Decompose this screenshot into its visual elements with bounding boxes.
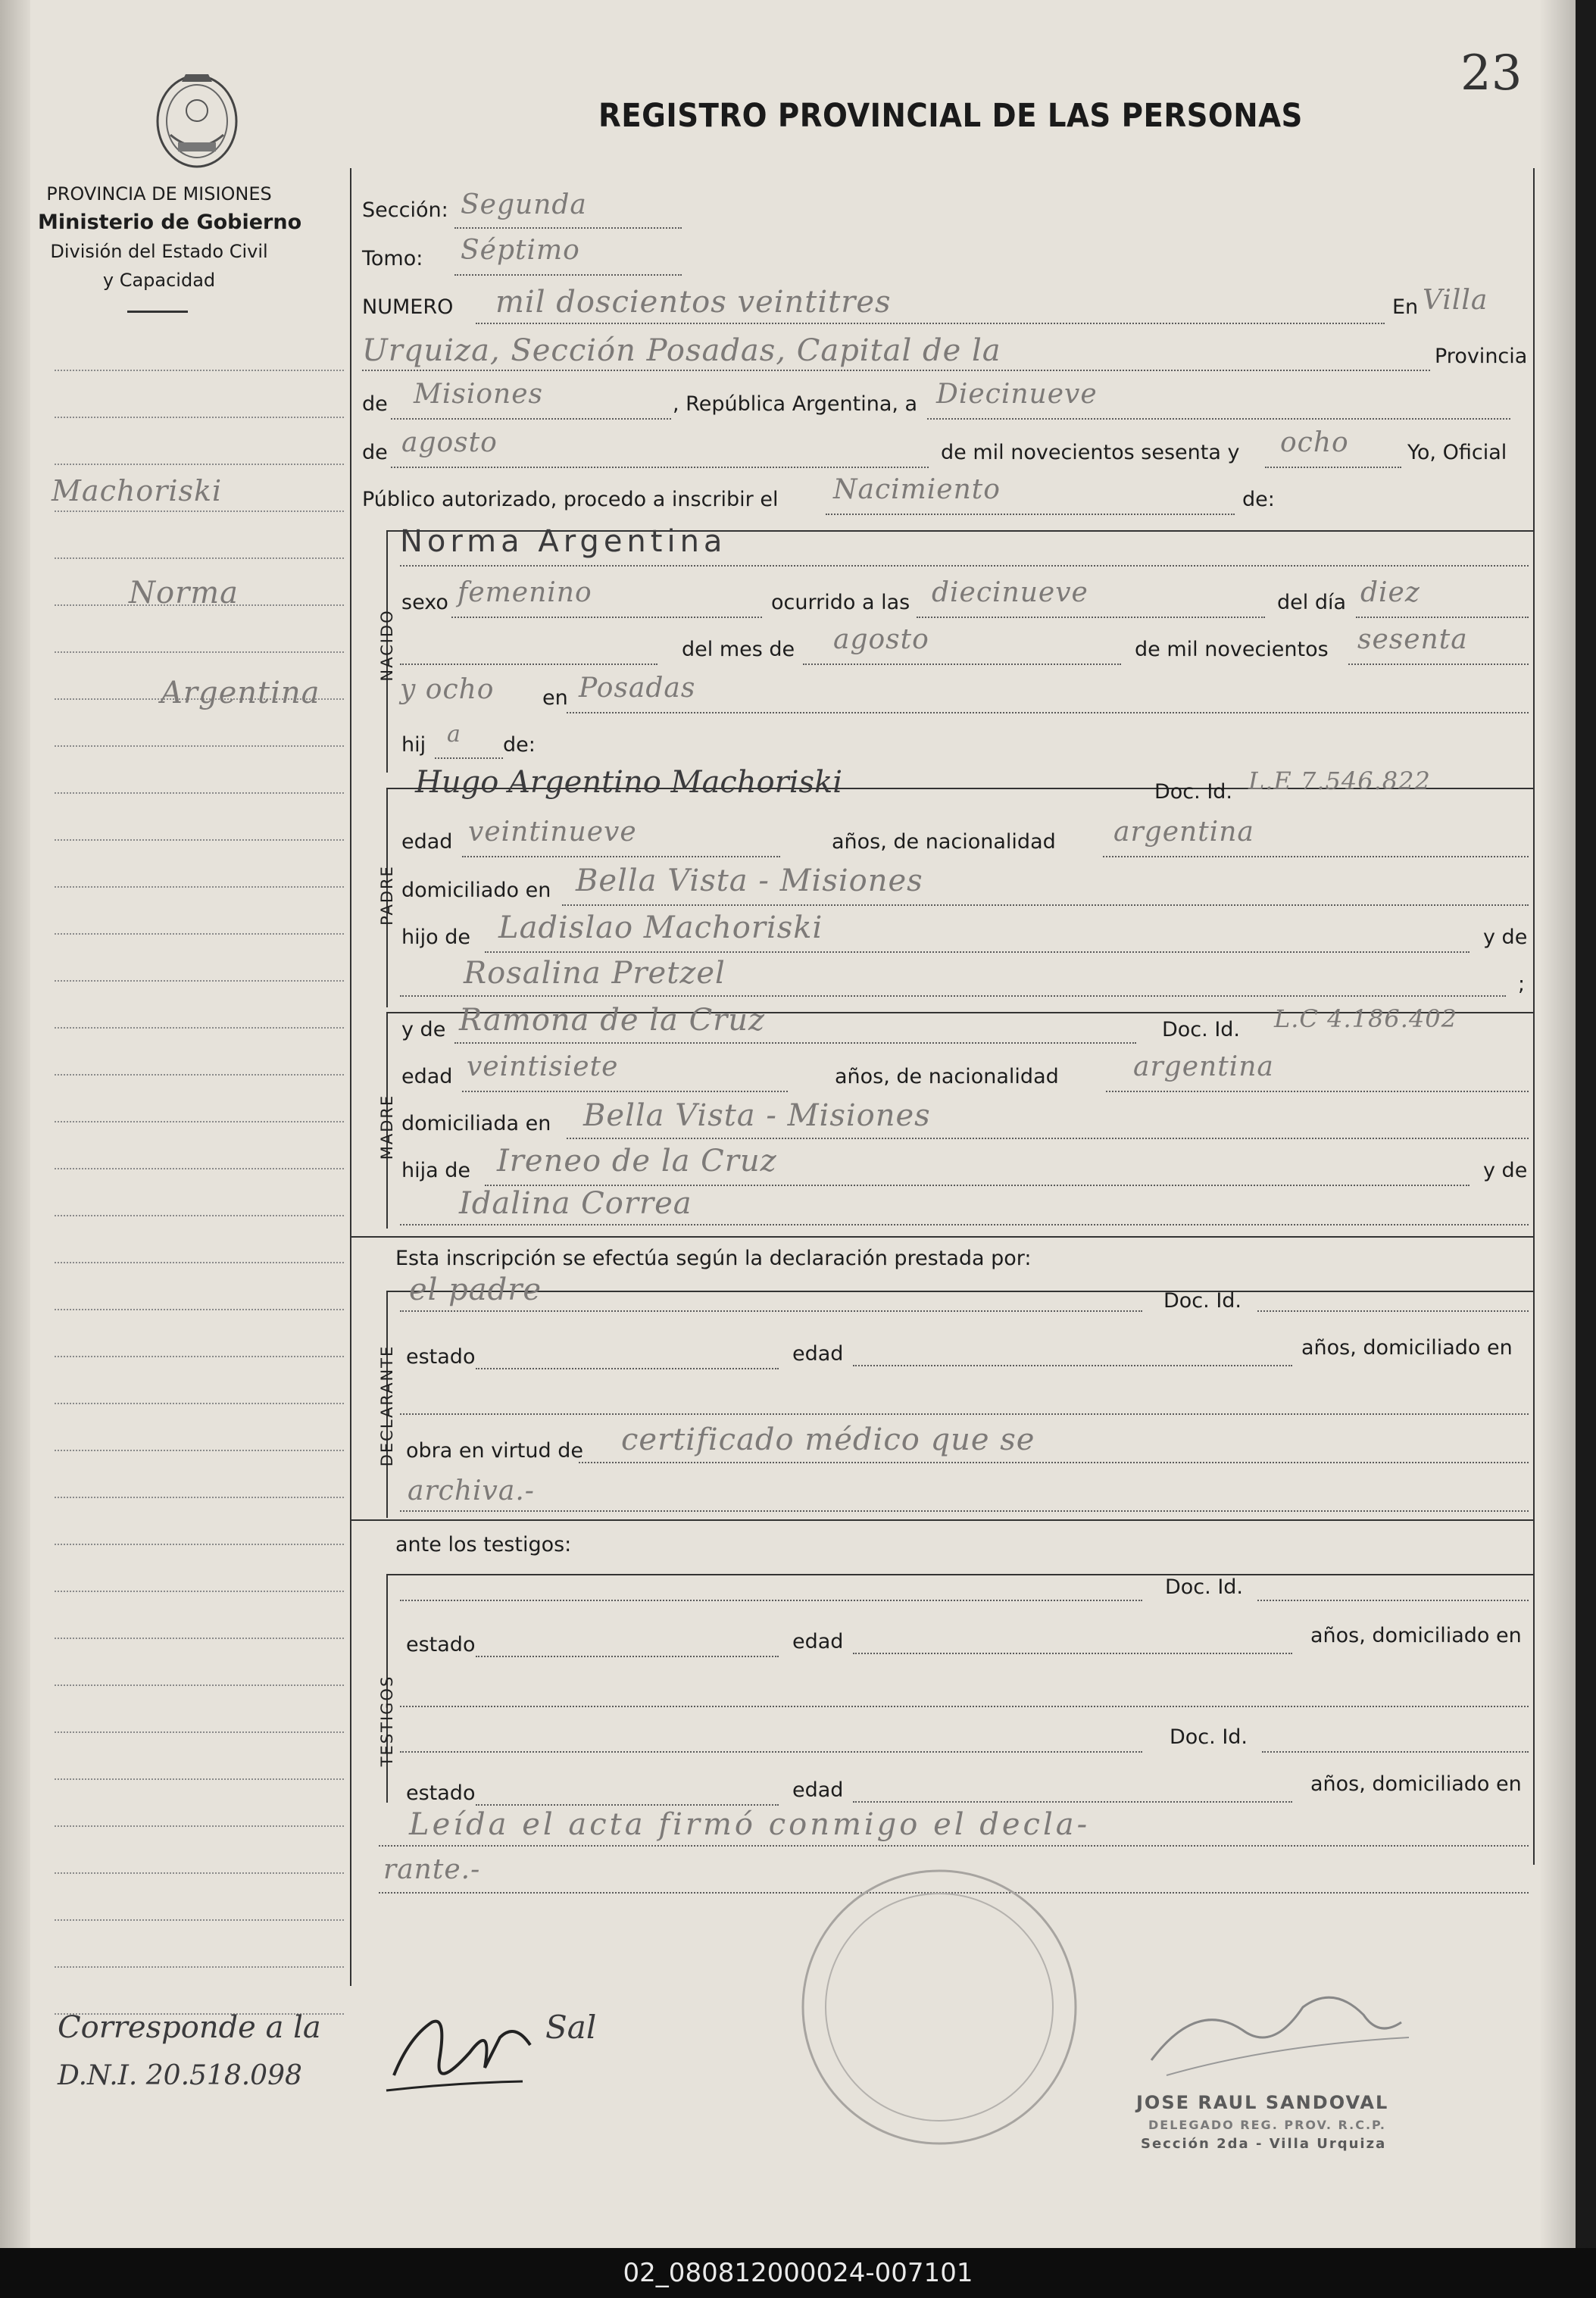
- value-declarante: el padre: [409, 1272, 542, 1307]
- binding-spine: [0, 0, 30, 2248]
- value-padre-doc: L.E 7.546.822: [1248, 767, 1431, 795]
- label-de-hij: de:: [503, 733, 536, 757]
- label-numero: NUMERO: [362, 295, 454, 319]
- page-edge-shadow: [1539, 0, 1576, 2248]
- label-padre-y-de: y de: [1483, 926, 1528, 949]
- label-seccion: Sección:: [362, 198, 448, 222]
- label-yo-oficial: Yo, Oficial: [1407, 441, 1507, 464]
- value-hij: a: [447, 721, 461, 748]
- label-republica: , República Argentina, a: [673, 392, 918, 416]
- left-column-divider: [350, 168, 351, 1986]
- value-padre-dom: Bella Vista - Misiones: [576, 863, 923, 898]
- value-madre-doc: L.C 4.186.402: [1274, 1004, 1457, 1033]
- provincial-crest-icon: [140, 67, 254, 173]
- value-padre-nac: argentina: [1113, 816, 1254, 848]
- value-obra2: archiva.-: [408, 1475, 535, 1507]
- value-padre-edad: veintinueve: [468, 816, 637, 848]
- label-ante: ante los testigos:: [395, 1533, 572, 1556]
- label-hij: hij: [401, 733, 426, 757]
- value-tomo: Séptimo: [461, 235, 580, 266]
- label-testigo2-anios: años, domiciliado en: [1310, 1772, 1522, 1796]
- value-leida: Leída el acta firmó conmigo el decla-: [409, 1807, 1091, 1842]
- label-madre-y-de: y de: [401, 1018, 446, 1041]
- header-ministry: Ministerio de Gobierno: [38, 211, 302, 234]
- label-testigo2-estado: estado: [406, 1781, 476, 1805]
- value-padre-madre: Rosalina Pretzel: [464, 956, 726, 991]
- value-lugar: Urquiza, Sección Posadas, Capital de la: [362, 333, 1001, 368]
- section-madre: MADRE: [378, 1094, 396, 1160]
- label-obra: obra en virtud de: [406, 1439, 583, 1463]
- value-leida2: rante.-: [383, 1854, 481, 1885]
- label-de: de: [362, 392, 388, 416]
- label-padre-edad: edad: [401, 830, 453, 854]
- value-madre-padre: Ireneo de la Cruz: [497, 1144, 777, 1179]
- label-en: En: [1392, 295, 1419, 319]
- declaration-divider: [350, 1236, 1533, 1238]
- value-sexo: femenino: [458, 577, 592, 608]
- value-numero: mil doscientos veintitres: [495, 285, 892, 320]
- value-obra: certificado médico que se: [621, 1422, 1035, 1457]
- section-nacido: NACIDO: [378, 609, 396, 682]
- label-padre-anios: años, de nacionalidad: [832, 830, 1056, 854]
- label-de2: de: [362, 441, 388, 464]
- label-provincia: Provincia: [1435, 345, 1528, 368]
- header-underline: [127, 311, 188, 313]
- value-firma: Sal: [545, 2009, 597, 2046]
- value-mes: agosto: [833, 624, 929, 655]
- value-provincia: Misiones: [414, 379, 544, 410]
- value-anio-nac2: y ocho: [400, 674, 495, 705]
- margin-surname: Machoriski: [52, 474, 223, 507]
- value-dni: D.N.I. 20.518.098: [58, 2060, 302, 2091]
- value-hora: diecinueve: [932, 577, 1088, 608]
- label-declaracion: Esta inscripción se efectúa según la declaración prestada por:: [395, 1247, 1032, 1270]
- label-declarante-edad: edad: [792, 1342, 844, 1366]
- value-madre-nombre: Ramona de la Cruz: [459, 1003, 766, 1038]
- value-fecha-dia: Diecinueve: [936, 379, 1098, 410]
- value-dia: diez: [1360, 577, 1420, 608]
- value-en: Villa: [1423, 285, 1488, 316]
- official-round-seal-icon: [788, 1856, 1091, 2159]
- value-seccion: Segunda: [461, 189, 587, 220]
- label-testigo2-doc: Doc. Id.: [1170, 1725, 1248, 1749]
- label-del-dia: del día: [1277, 591, 1347, 614]
- signature-scribble-icon: [379, 1992, 651, 2106]
- label-testigo2-edad: edad: [792, 1778, 844, 1802]
- label-madre-y-de: y de: [1483, 1159, 1528, 1182]
- stamp-line2: DELEGADO REG. PROV. R.C.P.: [1148, 2118, 1386, 2132]
- label-padre-dom: domiciliado en: [401, 879, 551, 902]
- section-declarante: DECLARANTE: [378, 1344, 396, 1467]
- margin-name2: Argentina: [161, 676, 320, 710]
- label-declarante-anios: años, domiciliado en: [1301, 1336, 1513, 1360]
- testigos-top-line: [386, 1574, 1533, 1575]
- header-division: División del Estado Civil: [50, 241, 268, 262]
- right-border: [1533, 168, 1535, 1865]
- page-number: 23: [1460, 45, 1523, 101]
- label-madre-dom: domiciliada en: [401, 1112, 551, 1135]
- label-testigo1-doc: Doc. Id.: [1165, 1575, 1244, 1599]
- label-en-nac: en: [542, 686, 568, 710]
- label-sexo: sexo: [401, 591, 448, 614]
- value-madre-nac: argentina: [1133, 1051, 1274, 1082]
- declarante-top-line: [386, 1291, 1533, 1292]
- scan-id-footer: 02_080812000024-007101: [0, 2248, 1596, 2298]
- label-declarante-estado: estado: [406, 1345, 476, 1369]
- official-signature-icon: [1121, 1969, 1424, 2090]
- value-fecha-mes: agosto: [401, 427, 498, 458]
- label-publico: Público autorizado, procedo a inscribir el: [362, 488, 779, 511]
- label-declarante-doc: Doc. Id.: [1163, 1289, 1242, 1313]
- value-anio: ocho: [1280, 427, 1349, 458]
- label-mil-novecientos: de mil novecientos: [1135, 638, 1329, 661]
- label-padre-doc: Doc. Id.: [1154, 780, 1233, 804]
- label-madre-anios: años, de nacionalidad: [835, 1065, 1059, 1088]
- label-del-mes: del mes de: [682, 638, 795, 661]
- label-semicolon: ;: [1518, 973, 1526, 996]
- value-nombre: Norma Argentina: [400, 524, 727, 559]
- value-madre-edad: veintisiete: [467, 1051, 619, 1082]
- value-madre-dom: Bella Vista - Misiones: [583, 1098, 931, 1133]
- value-lugar-nac: Posadas: [579, 673, 696, 704]
- label-mil-sesenta: de mil novecientos sesenta y: [941, 441, 1240, 464]
- section-padre: PADRE: [378, 865, 396, 926]
- label-testigo1-estado: estado: [406, 1633, 476, 1656]
- label-madre-edad: edad: [401, 1065, 453, 1088]
- label-ocurrido: ocurrido a las: [771, 591, 910, 614]
- section-testigos: TESTIGOS: [378, 1675, 396, 1767]
- document-title: REGISTRO PROVINCIAL DE LAS PERSONAS: [598, 97, 1303, 135]
- stamp-name: JOSE RAUL SANDOVAL: [1136, 2092, 1389, 2113]
- value-padre-padre: Ladislao Machoriski: [498, 910, 823, 945]
- header-capacity: y Capacidad: [102, 270, 216, 291]
- label-tomo: Tomo:: [362, 247, 423, 270]
- stamp-line3: Sección 2da - Villa Urquiza: [1141, 2136, 1387, 2152]
- value-anio-nac: sesenta: [1357, 624, 1468, 655]
- value-corresponde: Corresponde a la: [58, 2010, 321, 2045]
- label-padre-hijo-de: hijo de: [401, 926, 470, 949]
- testigos-divider: [350, 1519, 1533, 1521]
- label-testigo1-edad: edad: [792, 1630, 844, 1653]
- value-acto: Nacimiento: [833, 474, 1001, 505]
- header-province: PROVINCIA DE MISIONES: [46, 183, 272, 205]
- value-madre-madre: Idalina Correa: [459, 1186, 692, 1221]
- label-madre-hija-de: hija de: [401, 1159, 470, 1182]
- label-testigo1-anios: años, domiciliado en: [1310, 1624, 1522, 1647]
- label-de-colon: de:: [1242, 488, 1275, 511]
- margin-name1: Norma: [129, 576, 239, 610]
- label-madre-doc: Doc. Id.: [1162, 1018, 1241, 1041]
- value-padre-nombre: Hugo Argentino Machoriski: [415, 765, 843, 800]
